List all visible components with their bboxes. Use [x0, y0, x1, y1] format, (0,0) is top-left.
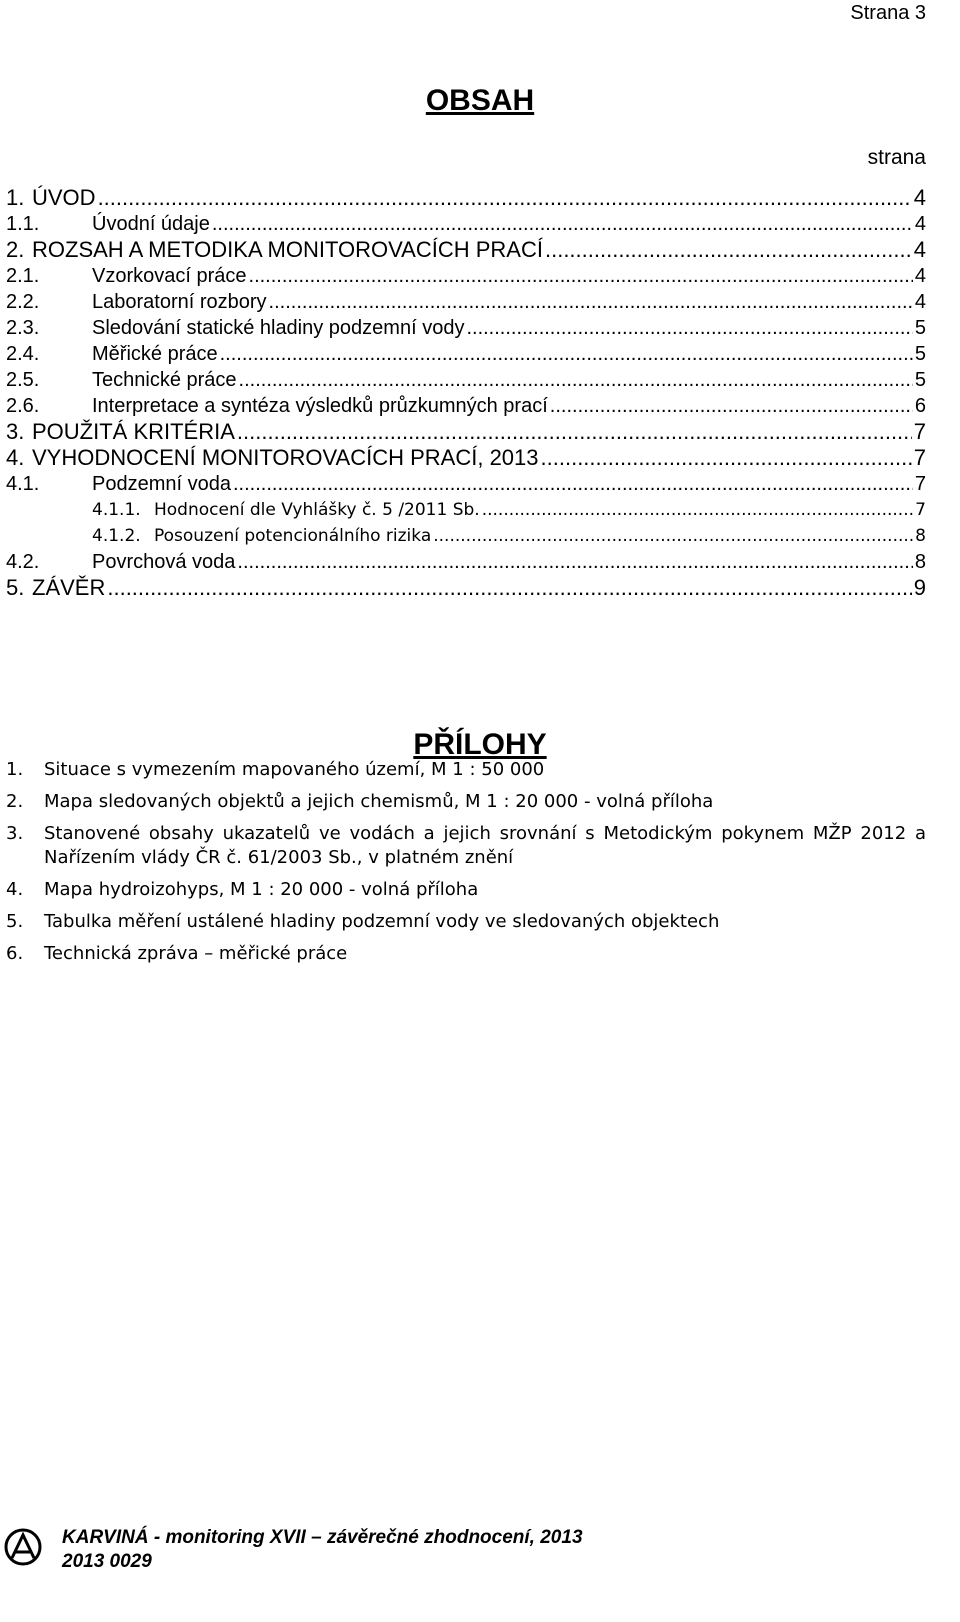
toc-entry-page: 7	[914, 473, 926, 495]
toc-entry[interactable]	[6, 367, 926, 393]
toc-entry[interactable]	[6, 419, 926, 445]
toc-entry-page: 4	[914, 291, 926, 313]
attachment-text: Stanovené obsahy ukazatelů ve vodách a jejich srovnání s Metodickým pokynem MŽP 2012 a Nařízením vlády ČR č. 61/2003 Sb., v platném znění	[44, 823, 926, 868]
toc-leader-dots	[541, 445, 912, 471]
toc-leader-dots	[212, 211, 913, 237]
toc-entry[interactable]	[6, 523, 926, 549]
toc-entry-number: 2.4.	[6, 343, 40, 365]
toc-entry-page: 4	[913, 237, 926, 262]
toc-entry-page: 7	[913, 445, 926, 470]
attachment-item	[6, 942, 926, 966]
toc-leader-dots	[433, 523, 913, 549]
attachment-number: 2.	[6, 791, 24, 812]
toc-entry[interactable]	[6, 549, 926, 575]
toc-leader-dots	[269, 289, 913, 315]
toc-entry-title: Laboratorní rozbory	[92, 291, 267, 313]
toc-entry-number: 2.5.	[6, 369, 40, 391]
toc-entry-number: 4.1.2.	[92, 526, 141, 546]
toc-entry-page: 5	[914, 343, 926, 365]
toc-entry[interactable]	[6, 185, 926, 211]
attachment-text: Mapa hydroizohyps, M 1 : 20 000 - volná příloha	[44, 879, 479, 900]
toc-entry[interactable]	[6, 471, 926, 497]
page-header: Strana 3	[850, 2, 926, 24]
attachments-title: PŘÍLOHY	[413, 728, 547, 761]
toc-entry[interactable]	[6, 289, 926, 315]
toc-entry-page: 5	[914, 317, 926, 339]
toc-leader-dots	[233, 471, 913, 497]
toc-title: OBSAH	[425, 84, 535, 117]
toc-leader-dots	[107, 575, 911, 601]
toc-entry-page: 6	[914, 395, 926, 417]
toc-entry-page: 7	[913, 419, 926, 444]
company-logo-icon	[4, 1528, 42, 1566]
toc-leader-dots	[239, 367, 913, 393]
toc-entry-number: 2.	[6, 237, 25, 262]
toc-entry-title: Podzemní voda	[92, 473, 231, 495]
toc-entry-title: POUŽITÁ KRITÉRIA	[32, 419, 235, 444]
toc-entry-number: 5.	[6, 575, 25, 600]
toc-entry-number: 4.1.	[6, 473, 40, 495]
toc-entry[interactable]	[6, 263, 926, 289]
attachment-text: Tabulka měření ustálené hladiny podzemní vody ve sledovaných objektech	[44, 911, 720, 932]
attachment-item	[6, 758, 926, 782]
attachment-item	[6, 910, 926, 934]
attachments-list	[6, 758, 926, 974]
table-of-contents	[6, 185, 926, 601]
toc-entry-title: VYHODNOCENÍ MONITOROVACÍCH PRACÍ, 2013	[32, 445, 539, 470]
toc-entry-title: ÚVOD	[32, 185, 96, 210]
toc-leader-dots	[237, 419, 912, 445]
toc-leader-dots	[482, 497, 913, 523]
attachment-number: 4.	[6, 879, 24, 900]
toc-entry[interactable]	[6, 445, 926, 471]
toc-entry-title: Měřické práce	[92, 343, 218, 365]
attachment-number: 1.	[6, 759, 24, 780]
toc-entry-page: 8	[915, 526, 926, 546]
footer-line-2: 2013 0029	[62, 1551, 152, 1572]
attachment-text: Mapa sledovaných objektů a jejich chemismů, M 1 : 20 000 - volná příloha	[44, 791, 714, 812]
toc-entry-page: 4	[913, 185, 926, 210]
toc-entry-title: Sledování statické hladiny podzemní vody	[92, 317, 465, 339]
toc-entry-title: Povrchová voda	[92, 551, 236, 573]
toc-entry-title: ZÁVĚR	[32, 575, 106, 600]
toc-entry-number: 4.	[6, 445, 25, 470]
toc-entry-title: Vzorkovací práce	[92, 265, 247, 287]
toc-leader-dots	[249, 263, 913, 289]
toc-entry-number: 4.1.1.	[92, 500, 141, 520]
toc-entry[interactable]	[6, 393, 926, 419]
attachment-text: Technická zpráva – měřické práce	[44, 943, 348, 964]
toc-entry-number: 2.6.	[6, 395, 40, 417]
toc-entry-number: 1.1.	[6, 213, 40, 235]
toc-leader-dots	[545, 237, 912, 263]
toc-entry-page: 4	[914, 213, 926, 235]
toc-entry-title: Technické práce	[92, 369, 237, 391]
toc-entry-number: 4.2.	[6, 551, 40, 573]
toc-entry-page: 8	[914, 551, 926, 573]
attachment-number: 5.	[6, 911, 24, 932]
toc-entry-title: ROZSAH A METODIKA MONITOROVACÍCH PRACÍ	[32, 237, 543, 262]
toc-entry-number: 1.	[6, 185, 25, 210]
footer-line-1: KARVINÁ - monitoring XVII – závěrečné zhodnocení, 2013	[62, 1527, 583, 1548]
toc-entry-title: Úvodní údaje	[92, 213, 210, 235]
toc-entry-page: 9	[913, 575, 926, 600]
toc-entry-title: Interpretace a syntéza výsledků průzkumných prací	[92, 395, 548, 417]
toc-entry[interactable]	[6, 315, 926, 341]
toc-entry[interactable]	[6, 237, 926, 263]
toc-entry-page: 5	[914, 369, 926, 391]
toc-leader-dots	[237, 549, 912, 575]
toc-entry-page: 4	[914, 265, 926, 287]
toc-entry-number: 2.1.	[6, 265, 40, 287]
page-column-label: strana	[867, 146, 926, 169]
toc-entry[interactable]	[6, 575, 926, 601]
toc-entry-title: Hodnocení dle Vyhlášky č. 5 /2011 Sb.	[154, 500, 480, 520]
toc-entry-number: 3.	[6, 419, 25, 444]
attachment-number: 3.	[6, 823, 24, 844]
toc-entry[interactable]	[6, 497, 926, 523]
toc-entry-number: 2.3.	[6, 317, 40, 339]
attachment-item	[6, 822, 926, 870]
toc-leader-dots	[466, 315, 912, 341]
toc-entry[interactable]	[6, 211, 926, 237]
footer	[62, 1526, 583, 1574]
toc-leader-dots	[98, 185, 912, 211]
attachment-item	[6, 790, 926, 814]
toc-leader-dots	[550, 393, 913, 419]
toc-entry[interactable]	[6, 341, 926, 367]
toc-entry-title: Posouzení potencionálního rizika	[154, 526, 432, 546]
toc-leader-dots	[220, 341, 913, 367]
attachment-number: 6.	[6, 943, 24, 964]
attachment-item	[6, 878, 926, 902]
toc-entry-page: 7	[915, 500, 926, 520]
attachment-text: Situace s vymezením mapovaného území, M 1 : 50 000	[44, 759, 545, 780]
toc-entry-number: 2.2.	[6, 291, 40, 313]
